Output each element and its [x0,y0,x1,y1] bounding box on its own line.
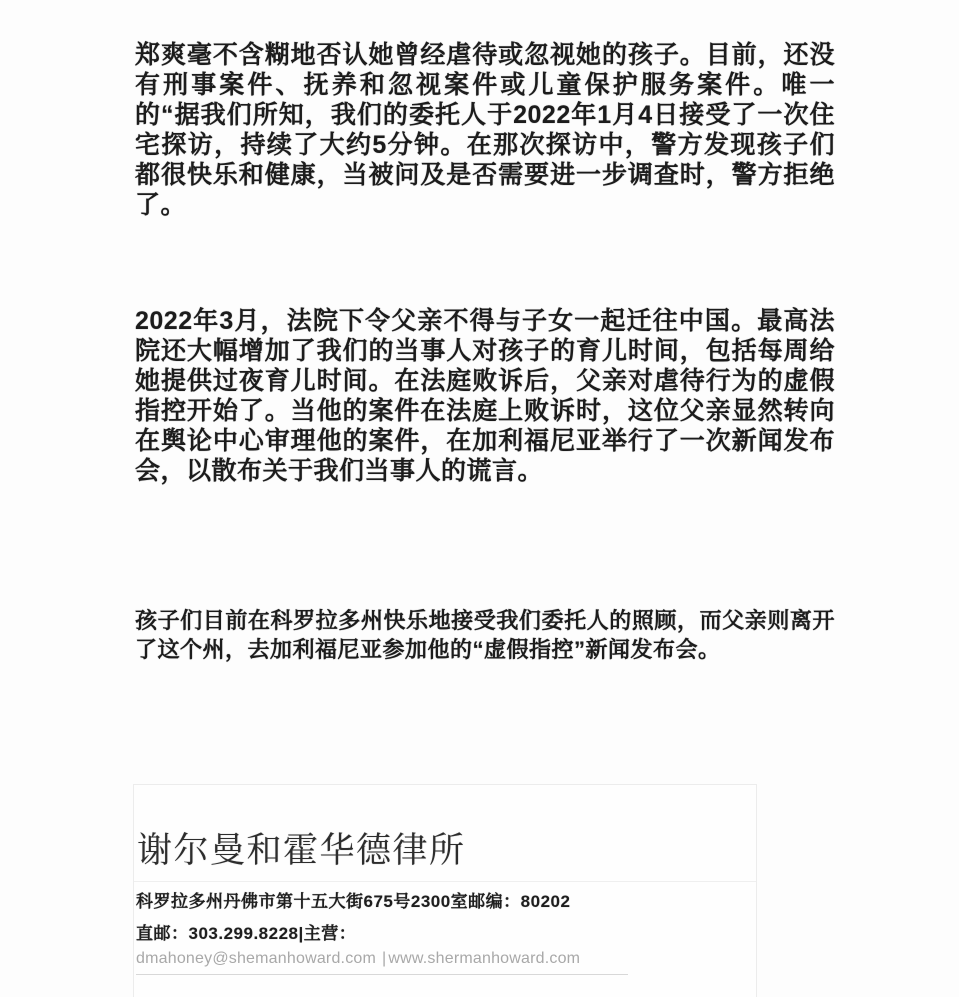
paragraph-denial-statement: 郑爽毫不含糊地否认她曾经虐待或忽视她的孩子。目前，还没有刑事案件、抚养和忽视案件或儿童保护服务案件。唯一的“据我们所知，我们的委托人于2022年1月4日接受了一次住宅探访，持续了大约5分钟。在那次探访中，警方发现孩子们都很快乐和健康，当被问及是否需要进一步调查时，警方拒绝了。 [135,41,835,219]
firm-address: 科罗拉多州丹佛市第十五大街675号2300室邮编：80202 [136,892,571,911]
firm-contact-line [136,950,628,975]
law-firm-name: 谢尔曼和霍华德律所 [137,831,466,870]
paragraph-children-status: 孩子们目前在科罗拉多州快乐地接受我们委托人的照顾，而父亲则离开了这个州，去加利福尼亚参加他的“虚假指控”新闻发布会。 [135,608,835,662]
website-link[interactable]: www.shermanhoward.com [388,950,581,967]
email-link[interactable]: dmahoney@shemanhoward.com [136,950,377,967]
firm-phone-line: 直邮：303.299.8228|主营： [136,924,357,943]
divider [134,881,756,882]
paragraph-court-ruling: 2022年3月，法院下令父亲不得与子女一起迁往中国。最高法院还大幅增加了我们的当事人对孩子的育儿时间，包括每周给她提供过夜育儿时间。在法庭败诉后，父亲对虐待行为的虚假指控开始了。当他的案件在法庭上败诉时，这位父亲显然转向在舆论中心审理他的案件，在加利福尼亚举行了一次新闻发布会，以散布关于我们当事人的谎言。 [135,307,835,485]
contact-separator: | [382,950,387,967]
law-firm-signature-block [133,784,757,997]
